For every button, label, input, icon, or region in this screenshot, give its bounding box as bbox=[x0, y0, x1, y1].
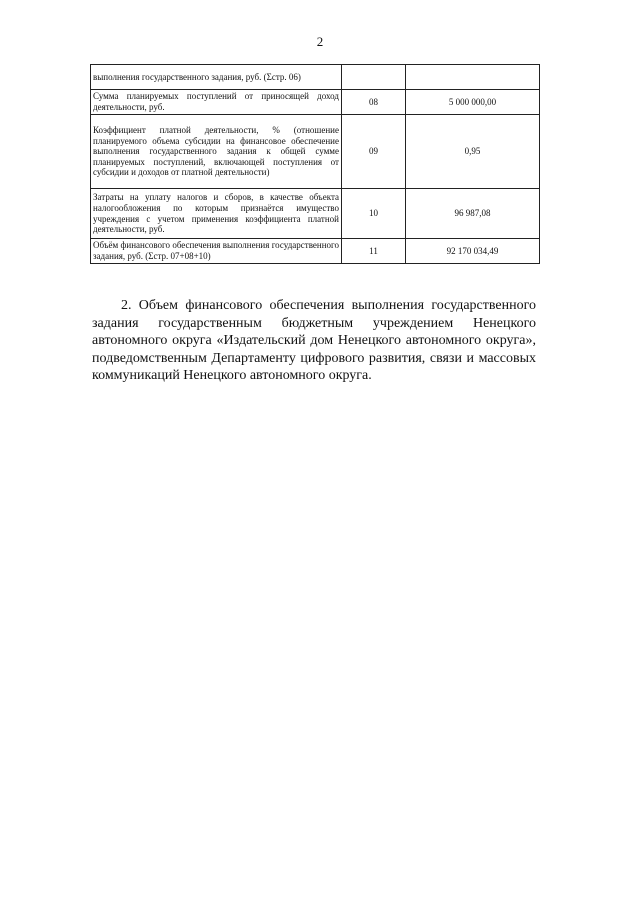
row-code: 08 bbox=[342, 90, 406, 115]
row-description: Коэффициент платной деятельности, % (отношение планируемого объема субсидии на финансовое обеспечение выполнения государственного задания к общей сумме планируемых поступлений, включающей поступления от субсидии и доходов от платной деятельности) bbox=[91, 115, 342, 189]
row-value: 5 000 000,00 bbox=[406, 90, 540, 115]
budget-table bbox=[90, 64, 540, 264]
row-code bbox=[342, 65, 406, 90]
row-description: Сумма планируемых поступлений от приносящей доход деятельности, руб. bbox=[91, 90, 342, 115]
row-code: 11 bbox=[342, 239, 406, 264]
row-description: Объём финансового обеспечения выполнения государственного задания, руб. (Σстр. 07+08+10) bbox=[91, 239, 342, 264]
row-description: выполнения государственного задания, руб. (Σстр. 06) bbox=[91, 65, 342, 90]
row-value: 92 170 034,49 bbox=[406, 239, 540, 264]
row-value: 0,95 bbox=[406, 115, 540, 189]
table-row bbox=[91, 115, 540, 189]
row-description: Затраты на уплату налогов и сборов, в качестве объекта налогообложения по которым признаётся имущество учреждения с учетом применения коэффициента платной деятельности, руб. bbox=[91, 189, 342, 239]
table-row bbox=[91, 90, 540, 115]
row-code: 09 bbox=[342, 115, 406, 189]
table-row bbox=[91, 189, 540, 239]
row-code: 10 bbox=[342, 189, 406, 239]
table-row bbox=[91, 65, 540, 90]
body-paragraph: 2. Объем финансового обеспечения выполнения государственного задания государственным бюджетным учреждением Ненецкого автономного округа «Издательский дом Ненецкого автономного округа», подведомственным Департаменту цифрового развития, связи и массовых коммуникаций Ненецкого автономного округа. bbox=[92, 298, 536, 383]
row-value bbox=[406, 65, 540, 90]
page-number: 2 bbox=[316, 34, 324, 49]
row-value: 96 987,08 bbox=[406, 189, 540, 239]
table-row bbox=[91, 239, 540, 264]
